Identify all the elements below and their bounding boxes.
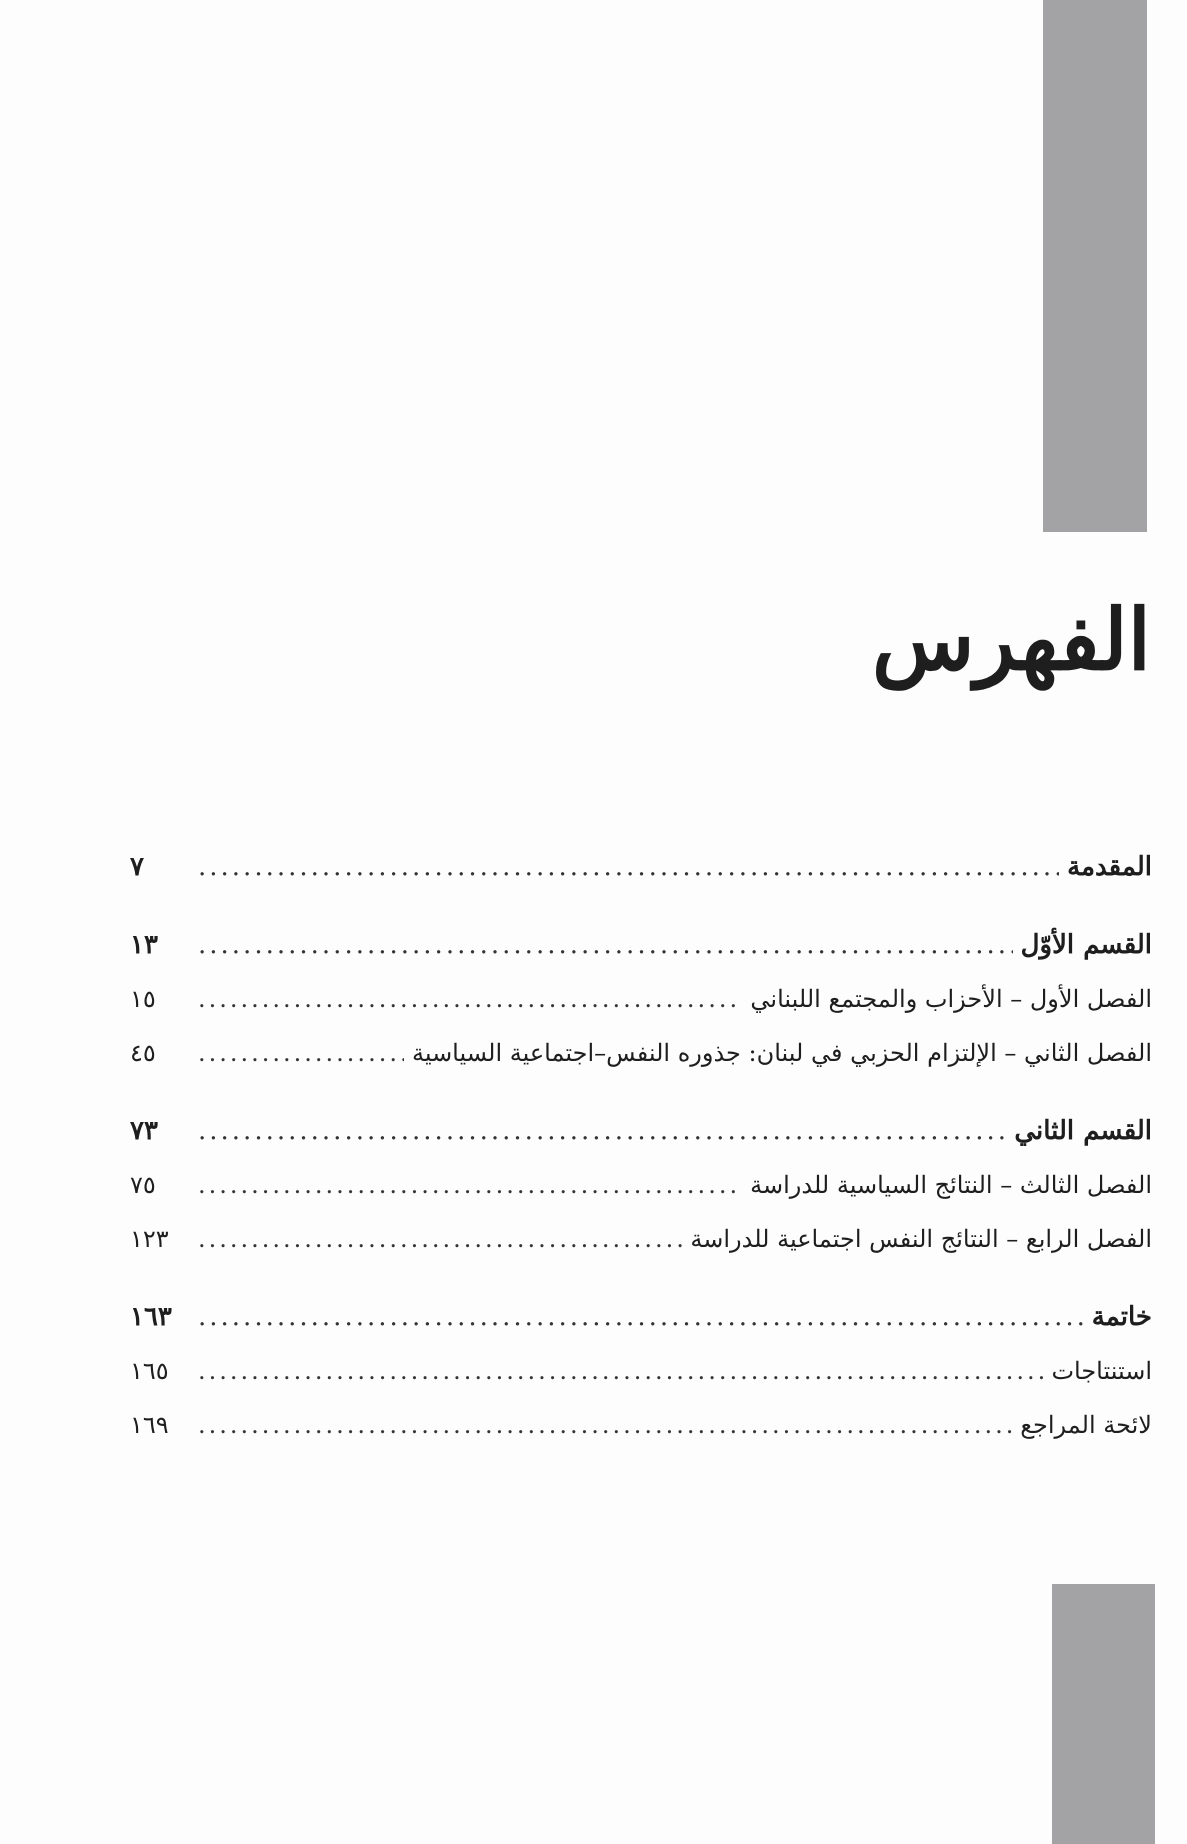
toc-page-number: ١٦٣ bbox=[130, 1302, 172, 1332]
toc-entry-chapter-two[interactable] bbox=[130, 1026, 1152, 1080]
dot-leader bbox=[198, 1212, 682, 1266]
toc-entry-part-one[interactable] bbox=[130, 918, 1152, 972]
toc-entry-label: الفصل الثاني – الإلتزام الحزبي في لبنان: جذوره النفس–اجتماعية السياسية bbox=[411, 1039, 1152, 1067]
toc-entry-chapter-one[interactable] bbox=[130, 972, 1152, 1026]
toc-page-number: ١٥ bbox=[130, 985, 156, 1013]
toc-page-number: ٧٣ bbox=[130, 1116, 158, 1146]
table-of-contents bbox=[130, 840, 1152, 1452]
toc-page-number: ١٦٥ bbox=[130, 1357, 169, 1385]
toc-entry-label: القسم الأوّل bbox=[1020, 930, 1152, 960]
toc-entry-conclusion[interactable] bbox=[130, 1290, 1152, 1344]
toc-page-number: ٧٥ bbox=[130, 1171, 156, 1199]
toc-page-number: ٤٥ bbox=[130, 1039, 156, 1067]
dot-leader bbox=[198, 1398, 1012, 1452]
toc-entry-part-two[interactable] bbox=[130, 1104, 1152, 1158]
toc-page-number: ١٢٣ bbox=[130, 1225, 169, 1253]
dot-leader bbox=[198, 1344, 1043, 1398]
toc-page-number: ١٦٩ bbox=[130, 1411, 169, 1439]
toc-entry-label: استنتاجات bbox=[1051, 1357, 1152, 1385]
toc-entry-findings[interactable] bbox=[130, 1344, 1152, 1398]
toc-entry-label: لائحة المراجع bbox=[1020, 1411, 1152, 1439]
toc-entry-label: خاتمة bbox=[1091, 1302, 1152, 1332]
dot-leader bbox=[198, 1290, 1084, 1344]
toc-entry-label: المقدمة bbox=[1067, 852, 1152, 882]
dot-leader bbox=[198, 1026, 404, 1080]
toc-entry-introduction[interactable] bbox=[130, 840, 1152, 894]
page-title: الفهرس bbox=[871, 590, 1151, 689]
dot-leader bbox=[198, 1158, 742, 1212]
toc-page-number: ٧ bbox=[130, 852, 144, 882]
toc-entry-label: الفصل الثالث – النتائج السياسية للدراسة bbox=[750, 1171, 1152, 1199]
dot-leader bbox=[198, 840, 1059, 894]
chapter-tab-bottom bbox=[1052, 1584, 1155, 1844]
toc-entry-label: الفصل الرابع – النتائج النفس اجتماعية للدراسة bbox=[690, 1225, 1152, 1253]
dot-leader bbox=[198, 1104, 1006, 1158]
toc-entry-references[interactable] bbox=[130, 1398, 1152, 1452]
toc-entry-chapter-four[interactable] bbox=[130, 1212, 1152, 1266]
dot-leader bbox=[198, 972, 742, 1026]
dot-leader bbox=[198, 918, 1013, 972]
toc-entry-label: الفصل الأول – الأحزاب والمجتمع اللبناني bbox=[750, 985, 1152, 1013]
toc-page-number: ١٣ bbox=[130, 930, 158, 960]
chapter-tab-top bbox=[1043, 0, 1147, 532]
toc-entry-label: القسم الثاني bbox=[1014, 1116, 1152, 1146]
toc-entry-chapter-three[interactable] bbox=[130, 1158, 1152, 1212]
